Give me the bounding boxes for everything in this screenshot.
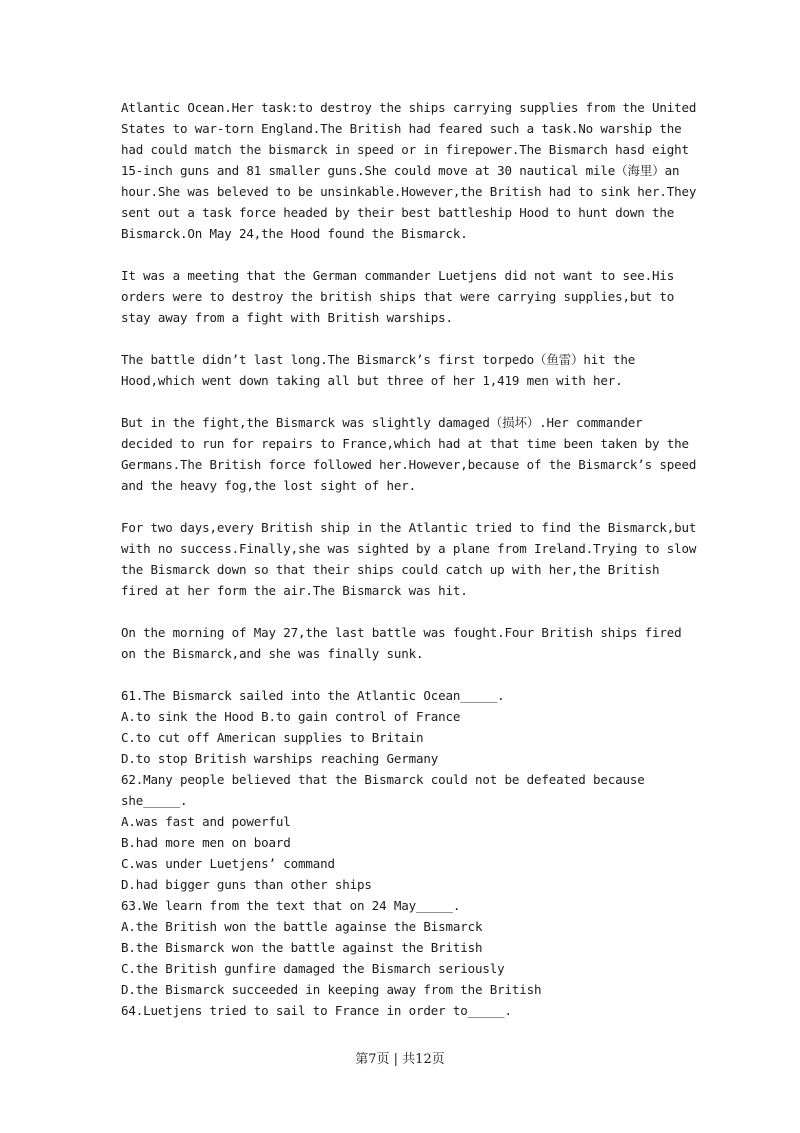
text-line: decided to run for repairs to France,which had at that time been taken by the <box>121 436 689 451</box>
option-line: C.to cut off American supplies to Britain <box>121 730 424 745</box>
text-line: hour.She was beleved to be unsinkable.However,the British had to sink her.They <box>121 184 697 199</box>
text-line: sent out a task force headed by their best battleship Hood to hunt down the <box>121 205 675 220</box>
option-line: D.the Bismarck succeeded in keeping away from the British <box>121 982 542 997</box>
paragraph-3 <box>121 349 691 391</box>
option-line: A.was fast and powerful <box>121 814 291 829</box>
text-line: For two days,every British ship in the Atlantic tried to find the Bismarck,but <box>121 520 697 535</box>
text-line: orders were to destroy the british ships that were carrying supplies,but to <box>121 289 675 304</box>
text-line: Bismarck.On May 24,the Hood found the Bismarck. <box>121 226 468 241</box>
question-63: 63.We learn from the text that on 24 May_____. <box>121 898 461 913</box>
text-line: States to war-torn England.The British had feared such a task.No warship the <box>121 121 682 136</box>
text-line: Germans.The British force followed her.However,because of the Bismarck’s speed <box>121 457 697 472</box>
question-62-continued: she_____. <box>121 793 188 808</box>
text-line: Atlantic Ocean.Her task:to destroy the ships carrying supplies from the United <box>121 100 697 115</box>
option-line: C.was under Luetjens’ command <box>121 856 335 871</box>
text-line: stay away from a fight with British warships. <box>121 310 453 325</box>
text-line: 15-inch guns and 81 smaller guns.She could move at 30 nautical mile（海里）an <box>121 163 680 178</box>
paragraph-5 <box>121 517 697 601</box>
text-line: fired at her form the air.The Bismarck was hit. <box>121 583 468 598</box>
page-footer: 第7页 | 共12页 <box>355 1052 445 1067</box>
question-list <box>121 685 691 1021</box>
text-line: It was a meeting that the German commander Luetjens did not want to see.His <box>121 268 675 283</box>
text-line: But in the fight,the Bismarck was slightly damaged（损坏）.Her commander <box>121 415 643 430</box>
paragraph-4 <box>121 412 697 496</box>
question-62: 62.Many people believed that the Bismarck could not be defeated because <box>121 772 645 787</box>
option-line: A.the British won the battle againse the Bismarck <box>121 919 483 934</box>
paragraph-1 <box>121 97 697 244</box>
text-line: The battle didn’t last long.The Bismarck’s first torpedo（鱼雷）hit the <box>121 352 636 367</box>
option-line: B.the Bismarck won the battle against the British <box>121 940 483 955</box>
text-line: Hood,which went down taking all but three of her 1,419 men with her. <box>121 373 623 388</box>
option-line: A.to sink the Hood B.to gain control of France <box>121 709 461 724</box>
text-line: had could match the bismarck in speed or in firepower.The Bismarch hasd eight <box>121 142 689 157</box>
question-64: 64.Luetjens tried to sail to France in order to_____. <box>121 1003 512 1018</box>
option-line: D.had bigger guns than other ships <box>121 877 372 892</box>
paragraph-6 <box>121 622 691 664</box>
text-line: and the heavy fog,the lost sight of her. <box>121 478 417 493</box>
document-body <box>121 97 697 1021</box>
option-line: B.had more men on board <box>121 835 291 850</box>
option-line: C.the British gunfire damaged the Bismarch seriously <box>121 961 505 976</box>
text-line: on the Bismarck,and she was finally sunk. <box>121 646 424 661</box>
text-line: with no success.Finally,she was sighted by a plane from Ireland.Trying to slow <box>121 541 697 556</box>
paragraph-2 <box>121 265 691 328</box>
question-61: 61.The Bismarck sailed into the Atlantic Ocean_____. <box>121 688 505 703</box>
option-line: D.to stop British warships reaching Germany <box>121 751 439 766</box>
text-line: On the morning of May 27,the last battle was fought.Four British ships fired <box>121 625 682 640</box>
text-line: the Bismarck down so that their ships could catch up with her,the British <box>121 562 660 577</box>
